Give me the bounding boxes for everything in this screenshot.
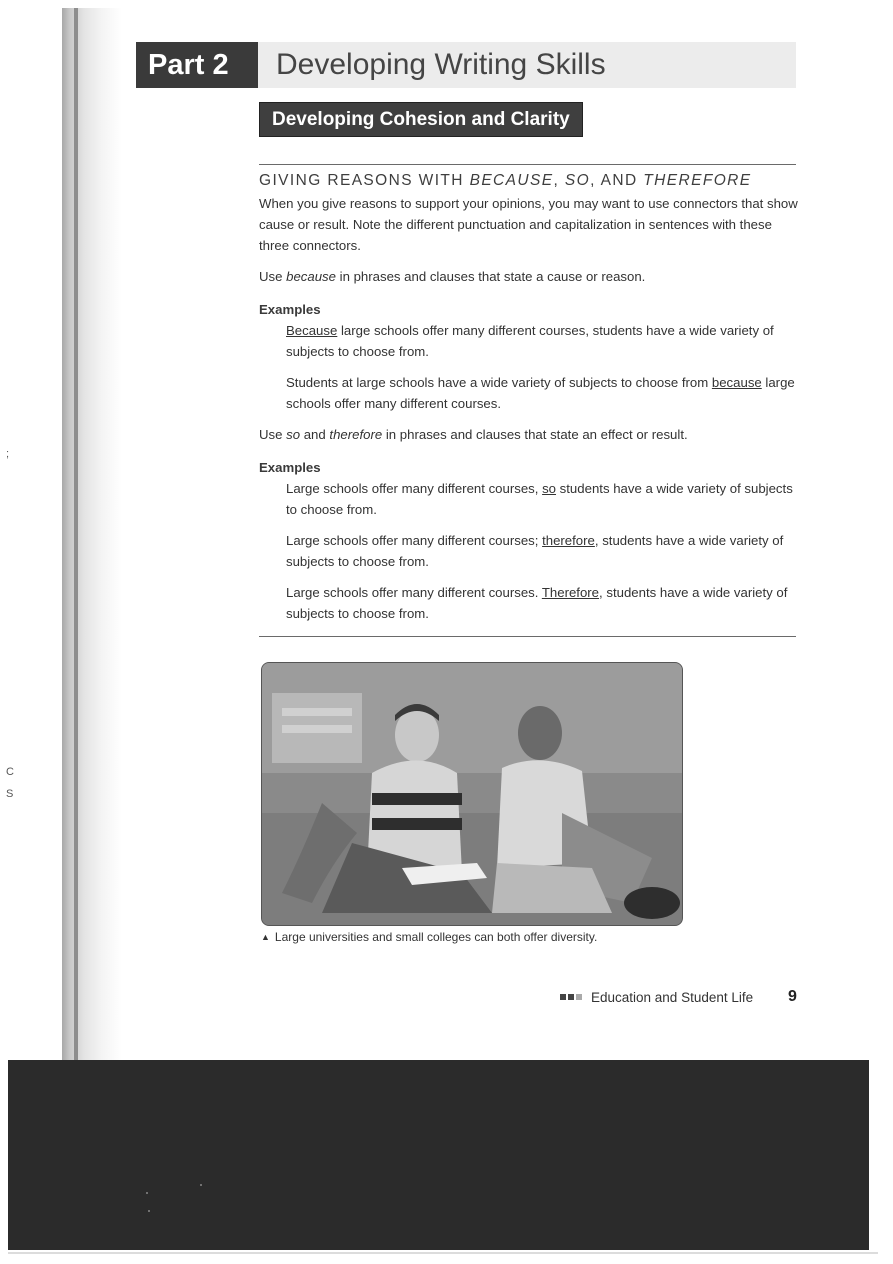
example-sentence: Students at large schools have a wide variety of subjects to choose from because large schools offer many different courses. — [286, 375, 795, 411]
chapter-name: Education and Student Life — [591, 990, 754, 1005]
triangle-icon: ▲ — [261, 932, 270, 942]
example-sentence: Large schools offer many different courses; therefore, students have a wide variety of subjects to choose from. — [286, 533, 784, 569]
margin-mark: ; — [6, 448, 10, 460]
example-sentence: Large schools offer many different courses, so students have a wide variety of subjects to choose from. — [286, 481, 793, 517]
section-heading: Developing Cohesion and Clarity — [259, 102, 583, 137]
part-label: Part 2 — [136, 42, 258, 88]
footer-squares-icon — [560, 994, 582, 1000]
students-photo — [261, 662, 683, 926]
lesson-content — [259, 170, 799, 624]
top-rule — [259, 164, 796, 165]
part-header — [136, 42, 796, 88]
page-number: 9 — [788, 988, 797, 1005]
example-sentence: Large schools offer many different courses. Therefore, students have a wide variety of subjects to choose from. — [286, 585, 788, 621]
so-therefore-rule: Use so and therefore in phrases and clauses that state an effect or result. — [259, 427, 688, 442]
margin-mark: S — [6, 788, 14, 800]
because-rule: Use because in phrases and clauses that state a cause or reason. — [259, 269, 646, 284]
examples-label: Examples — [259, 302, 321, 317]
topic-intro: When you give reasons to support your opinions, you may want to use connectors that show cause or result. Note the different punctuation and capitalization in sentences with these three connectors. — [259, 196, 798, 253]
photo-caption: ▲ Large universities and small colleges can both offer diversity. — [261, 930, 598, 944]
bottom-rule — [259, 636, 796, 637]
scan-edge — [8, 1252, 878, 1254]
scan-dark-band — [8, 1060, 869, 1250]
topic-heading: GIVING REASONS WITH BECAUSE, SO, AND THEREFORE — [259, 172, 752, 189]
students-illustration — [262, 663, 682, 925]
margin-mark: C — [6, 766, 14, 778]
part-title: Developing Writing Skills — [258, 42, 796, 88]
binding-edge — [74, 8, 78, 1060]
example-sentence: Because large schools offer many different courses, students have a wide variety of subjects to choose from. — [286, 323, 774, 359]
examples-label: Examples — [259, 460, 321, 475]
binding-shadow — [62, 8, 122, 1060]
